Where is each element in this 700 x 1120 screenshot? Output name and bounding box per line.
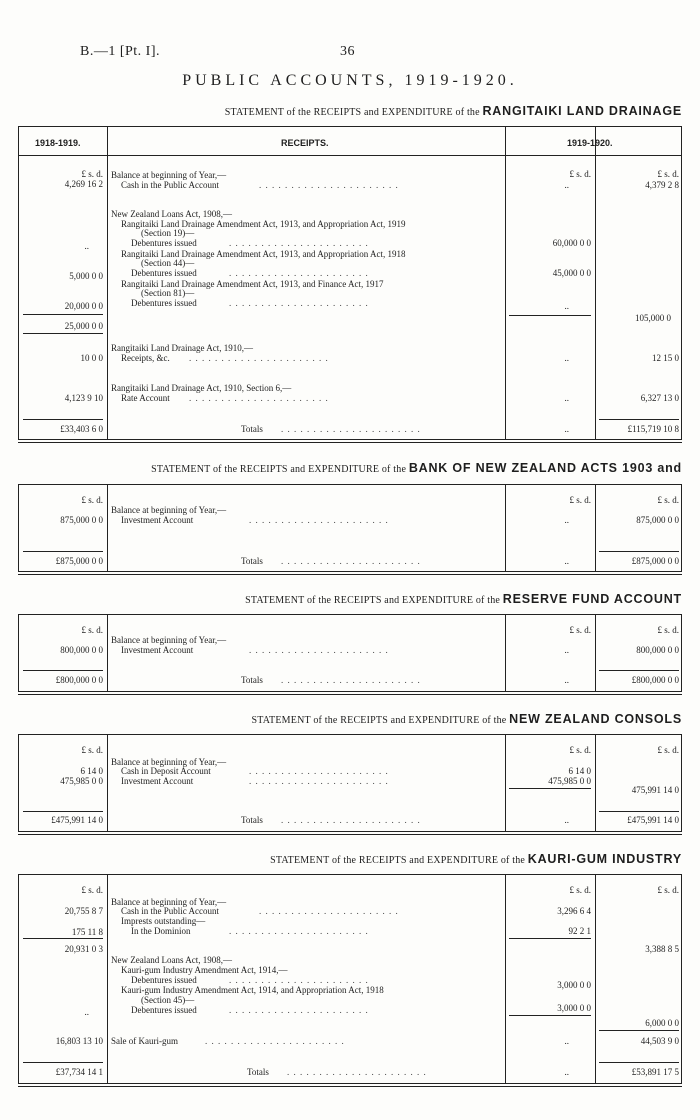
- amount-prev: ..: [84, 1007, 89, 1017]
- statement-title: STATEMENT of the RECEIPTS and EXPENDITURE of the KAURI-GUM INDUSTRY: [270, 852, 682, 866]
- currency-header: £ s. d.: [81, 169, 103, 179]
- page-reference: B.—1 [Pt. I].: [80, 44, 160, 59]
- dot-leader: . . . . . . . . . . . . . . . . . . . . . .: [259, 180, 399, 190]
- dot-leader: . . . . . . . . . . . . . . . . . . . . . .: [189, 393, 329, 403]
- totals-total: £875,000 0 0: [631, 556, 679, 566]
- totals-label: Totals: [241, 424, 263, 434]
- statement-title: STATEMENT of the RECEIPTS and EXPENDITURE of the RESERVE FUND ACCOUNT: [245, 592, 682, 606]
- amount-prev: 175 11 8: [71, 927, 103, 937]
- row-label: Kauri-gum Industry Amendment Act, 1914, and Appropriation Act, 1918: [121, 985, 384, 995]
- dot-leader: . . . . . . . . . . . . . . . . . . . . . .: [229, 298, 369, 308]
- amount-total: 875,000 0 0: [636, 515, 679, 525]
- amount-total: 6,000 0 0: [645, 1018, 679, 1028]
- page-number: 36: [340, 44, 355, 59]
- dot-leader: . . . . . . . . . . . . . . . . . . . . . .: [281, 815, 421, 825]
- totals-total: £53,891 17 5: [631, 1067, 679, 1077]
- amount-prev: 875,000 0 0: [60, 515, 103, 525]
- totals-total: £475,991 14 0: [627, 815, 679, 825]
- amount-prev: 16,803 13 10: [55, 1036, 103, 1046]
- page-title: PUBLIC ACCOUNTS, 1919-1920.: [182, 72, 518, 89]
- dot-leader: . . . . . . . . . . . . . . . . . . . . . .: [229, 238, 369, 248]
- totals-prev: £875,000 0 0: [55, 556, 103, 566]
- amount-prev: 10 0 0: [80, 353, 103, 363]
- row-label: Rangitaiki Land Drainage Act, 1910, Section 6,—: [111, 383, 292, 393]
- subtotal-prev: 20,931 0 3: [64, 944, 103, 954]
- amount-mid: ..: [564, 180, 569, 190]
- dot-leader: . . . . . . . . . . . . . . . . . . . . . .: [281, 556, 421, 566]
- totals-label: Totals: [247, 1067, 269, 1077]
- amount-mid: 3,296 6 4: [557, 906, 591, 916]
- column-header-year: 1919-1920.: [567, 138, 613, 148]
- currency-header: £ s. d.: [657, 169, 679, 179]
- amount-total: 6,327 13 0: [640, 393, 679, 403]
- row-label: Debentures issued: [131, 975, 197, 985]
- row-label: Investment Account: [121, 776, 194, 786]
- totals-label: Totals: [241, 675, 263, 685]
- amount-total: 12 15 0: [652, 353, 679, 363]
- row-label: (Section 45)—: [141, 995, 195, 1005]
- totals-label: Totals: [241, 556, 263, 566]
- totals-prev: £475,991 14 0: [51, 815, 103, 825]
- row-label: Cash in the Public Account: [121, 906, 219, 916]
- currency-header: £ s. d.: [81, 495, 103, 505]
- dot-leader: . . . . . . . . . . . . . . . . . . . . . .: [249, 766, 389, 776]
- totals-total: £800,000 0 0: [631, 675, 679, 685]
- amount-mid: 6 14 0: [568, 766, 591, 776]
- amount-prev: 20,000 0 0: [64, 301, 103, 311]
- currency-header: £ s. d.: [569, 885, 591, 895]
- statement-table: [18, 874, 682, 1084]
- amount-mid: ..: [564, 645, 569, 655]
- statement-title: STATEMENT of the RECEIPTS and EXPENDITURE of the NEW ZEALAND CONSOLS: [251, 712, 682, 726]
- dot-leader: . . . . . . . . . . . . . . . . . . . . . .: [189, 353, 329, 363]
- row-label: Investment Account: [121, 645, 194, 655]
- row-label: Receipts, &c.: [121, 353, 170, 363]
- dot-leader: . . . . . . . . . . . . . . . . . . . . . .: [229, 926, 369, 936]
- totals-mid: ..: [564, 1067, 569, 1077]
- currency-header: £ s. d.: [569, 495, 591, 505]
- amount-mid: 3,000 0 0: [557, 1003, 591, 1013]
- dot-leader: . . . . . . . . . . . . . . . . . . . . . .: [281, 675, 421, 685]
- amount-total: 475,991 14 0: [631, 785, 679, 795]
- row-label: Kauri-gum Industry Amendment Act, 1914,—: [121, 965, 288, 975]
- amount-prev: 475,985 0 0: [60, 776, 103, 786]
- totals-prev: £37,734 14 1: [55, 1067, 103, 1077]
- row-label: Balance at beginning of Year,—: [111, 505, 227, 515]
- amount-prev: ..: [84, 241, 89, 251]
- row-label: Cash in Deposit Account: [121, 766, 211, 776]
- column-header-prev-year: 1918-1919.: [35, 138, 81, 148]
- amount-prev: 800,000 0 0: [60, 645, 103, 655]
- currency-header: £ s. d.: [657, 745, 679, 755]
- currency-header: £ s. d.: [81, 885, 103, 895]
- row-label: Rangitaiki Land Drainage Amendment Act, 1913, and Appropriation Act, 1918: [121, 249, 406, 259]
- dot-leader: . . . . . . . . . . . . . . . . . . . . . .: [205, 1036, 345, 1046]
- row-label: Rate Account: [121, 393, 170, 403]
- amount-mid: 45,000 0 0: [552, 268, 591, 278]
- currency-header: £ s. d.: [569, 745, 591, 755]
- row-label: New Zealand Loans Act, 1908,—: [111, 955, 232, 965]
- amount-total: 105,000 0: [635, 313, 671, 323]
- statement-table: [18, 484, 682, 572]
- dot-leader: . . . . . . . . . . . . . . . . . . . . . .: [229, 268, 369, 278]
- row-label: Sale of Kauri-gum: [111, 1036, 178, 1046]
- amount-mid: 92 2 1: [568, 926, 591, 936]
- row-label: Debentures issued: [131, 238, 197, 248]
- amount-total: 4,379 2 8: [645, 180, 679, 190]
- row-label: Balance at beginning of Year,—: [111, 897, 227, 907]
- row-label: Cash in the Public Account: [121, 180, 219, 190]
- dot-leader: . . . . . . . . . . . . . . . . . . . . . .: [249, 515, 389, 525]
- row-label: Balance at beginning of Year,—: [111, 757, 227, 767]
- amount-total: 44,503 9 0: [640, 1036, 679, 1046]
- dot-leader: . . . . . . . . . . . . . . . . . . . . . .: [229, 975, 369, 985]
- amount-prev: 4,123 9 10: [64, 393, 103, 403]
- dot-leader: . . . . . . . . . . . . . . . . . . . . . .: [249, 776, 389, 786]
- currency-header: £ s. d.: [657, 625, 679, 635]
- amount-mid: ..: [564, 393, 569, 403]
- totals-mid: ..: [564, 556, 569, 566]
- dot-leader: . . . . . . . . . . . . . . . . . . . . . .: [287, 1067, 427, 1077]
- amount-mid: ..: [564, 515, 569, 525]
- amount-mid: 60,000 0 0: [552, 238, 591, 248]
- row-label: In the Dominion: [131, 926, 191, 936]
- totals-mid: ..: [564, 675, 569, 685]
- amount-mid: ..: [564, 301, 569, 311]
- row-label: Rangitaiki Land Drainage Act, 1910,—: [111, 343, 253, 353]
- row-label: (Section 44)—: [141, 258, 195, 268]
- amount-total: 3,388 8 5: [645, 944, 679, 954]
- row-label: Imprests outstanding—: [121, 916, 206, 926]
- currency-header: £ s. d.: [569, 169, 591, 179]
- row-label: (Section 19)—: [141, 228, 195, 238]
- dot-leader: . . . . . . . . . . . . . . . . . . . . . .: [249, 645, 389, 655]
- totals-mid: ..: [564, 424, 569, 434]
- currency-header: £ s. d.: [81, 625, 103, 635]
- totals-label: Totals: [241, 815, 263, 825]
- amount-prev: 6 14 0: [80, 766, 103, 776]
- row-label: Rangitaiki Land Drainage Amendment Act, 1913, and Appropriation Act, 1919: [121, 219, 406, 229]
- currency-header: £ s. d.: [569, 625, 591, 635]
- amount-mid: 3,000 0 0: [557, 980, 591, 990]
- totals-total: £115,719 10 8: [627, 424, 679, 434]
- totals-prev: £800,000 0 0: [55, 675, 103, 685]
- currency-header: £ s. d.: [81, 745, 103, 755]
- statement-table: [18, 126, 682, 440]
- amount-mid: ..: [564, 353, 569, 363]
- row-label: (Section 81)—: [141, 288, 195, 298]
- dot-leader: . . . . . . . . . . . . . . . . . . . . . .: [281, 424, 421, 434]
- subtotal-prev: 25,000 0 0: [64, 321, 103, 331]
- currency-header: £ s. d.: [657, 885, 679, 895]
- column-header-receipts: RECEIPTS.: [281, 138, 329, 148]
- amount-mid: ..: [564, 1036, 569, 1046]
- dot-leader: . . . . . . . . . . . . . . . . . . . . . .: [259, 906, 399, 916]
- dot-leader: . . . . . . . . . . . . . . . . . . . . . .: [229, 1005, 369, 1015]
- totals-mid: ..: [564, 815, 569, 825]
- statement-title: STATEMENT of the RECEIPTS and EXPENDITURE of the RANGITAIKI LAND DRAINAGE: [224, 104, 682, 118]
- statement-title: STATEMENT of the RECEIPTS and EXPENDITURE of the BANK OF NEW ZEALAND ACTS 1903 and: [151, 461, 682, 475]
- currency-header: £ s. d.: [657, 495, 679, 505]
- statement-table: [18, 614, 682, 692]
- amount-prev: 4,269 16 2: [64, 179, 103, 189]
- row-label: New Zealand Loans Act, 1908,—: [111, 209, 232, 219]
- row-label: Debentures issued: [131, 268, 197, 278]
- row-label: Balance at beginning of Year,—: [111, 635, 227, 645]
- amount-mid: 475,985 0 0: [548, 776, 591, 786]
- row-label: Balance at beginning of Year,—: [111, 170, 227, 180]
- amount-prev: 20,755 8 7: [64, 906, 103, 916]
- totals-prev: £33,403 6 0: [60, 424, 103, 434]
- row-label: Investment Account: [121, 515, 194, 525]
- amount-prev: 5,000 0 0: [69, 271, 103, 281]
- row-label: Rangitaiki Land Drainage Amendment Act, 1913, and Finance Act, 1917: [121, 279, 384, 289]
- statement-table: [18, 734, 682, 832]
- amount-total: 800,000 0 0: [636, 645, 679, 655]
- row-label: Debentures issued: [131, 298, 197, 308]
- row-label: Debentures issued: [131, 1005, 197, 1015]
